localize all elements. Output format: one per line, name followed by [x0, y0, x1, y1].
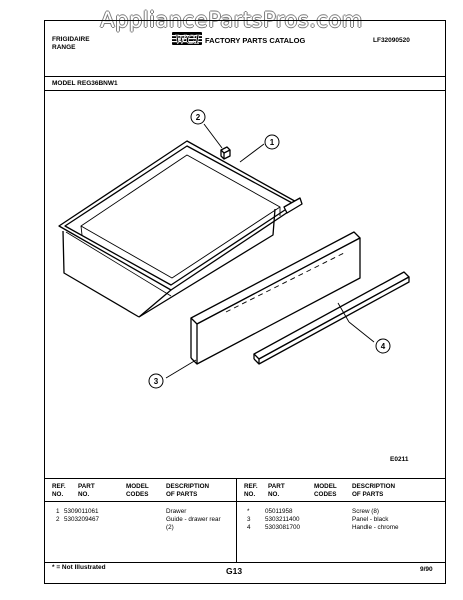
header-model-codes-right: MODEL CODES — [314, 483, 337, 498]
svg-text:WCI: WCI — [174, 31, 200, 46]
header-part-no: PART NO. — [78, 483, 95, 498]
watermark: AppliancePartsPros.com — [100, 8, 363, 32]
header-description: DESCRIPTION OF PARTS — [166, 483, 210, 498]
guide-part-2 — [221, 147, 230, 159]
wci-logo — [172, 31, 202, 46]
svg-text:3: 3 — [153, 377, 159, 386]
callout-3 — [149, 374, 163, 388]
header-divider — [44, 76, 446, 77]
callout-4 — [376, 339, 390, 353]
table-bottom-divider — [44, 562, 446, 563]
svg-text:1: 1 — [269, 138, 275, 147]
table-top-divider — [44, 478, 446, 479]
footer-note: * = Not Illustrated — [52, 564, 106, 571]
page-code: G13 — [226, 566, 243, 576]
header-ref-no-right: REF. NO. — [244, 483, 258, 498]
header-model-codes: MODEL CODES — [126, 483, 149, 498]
table-header-divider — [44, 501, 446, 502]
figure-code: E0211 — [390, 456, 409, 463]
model-divider — [44, 90, 446, 91]
header-ref-no: REF. NO. — [52, 483, 66, 498]
callout-2 — [191, 110, 205, 124]
exploded-diagram — [44, 92, 446, 472]
brand-line-1: FRIGIDAIRE — [52, 36, 90, 43]
model-line: MODEL REG36BNW1 — [52, 80, 118, 87]
svg-text:2: 2 — [195, 113, 201, 122]
catalog-number: LF32090520 — [373, 37, 410, 44]
table-center-divider — [236, 478, 237, 563]
callout-1 — [265, 135, 279, 149]
header-description-right: DESCRIPTION OF PARTS — [352, 483, 396, 498]
header-part-no-right: PART NO. — [268, 483, 285, 498]
footer-date: 9/90 — [420, 566, 433, 573]
svg-text:4: 4 — [380, 342, 386, 351]
brand-line-2: RANGE — [52, 44, 76, 51]
catalog-title: FACTORY PARTS CATALOG — [205, 36, 306, 45]
parts-catalog-page: AppliancePartsPros.com FRIGIDAIRE RANGE WCI FACTORY PARTS CATALOG LF32090520 MODEL REG36BNW1 1 2 3 4 E0211 REF. NO. PART NO. MODEL CODES DESCRIPTION OF PARTS REF. NO. PART NO. MODEL CODES DESCRIPTION OF PARTS 1 5309011061 Drawer 2 5303209467 Guide - drawer rear (2) * 05011958 Screw (8) 3 5303211400 Panel - black 4 5303081700 Handle - chrome * = Not Illustrated G13 9/90 — [0, 0, 463, 600]
